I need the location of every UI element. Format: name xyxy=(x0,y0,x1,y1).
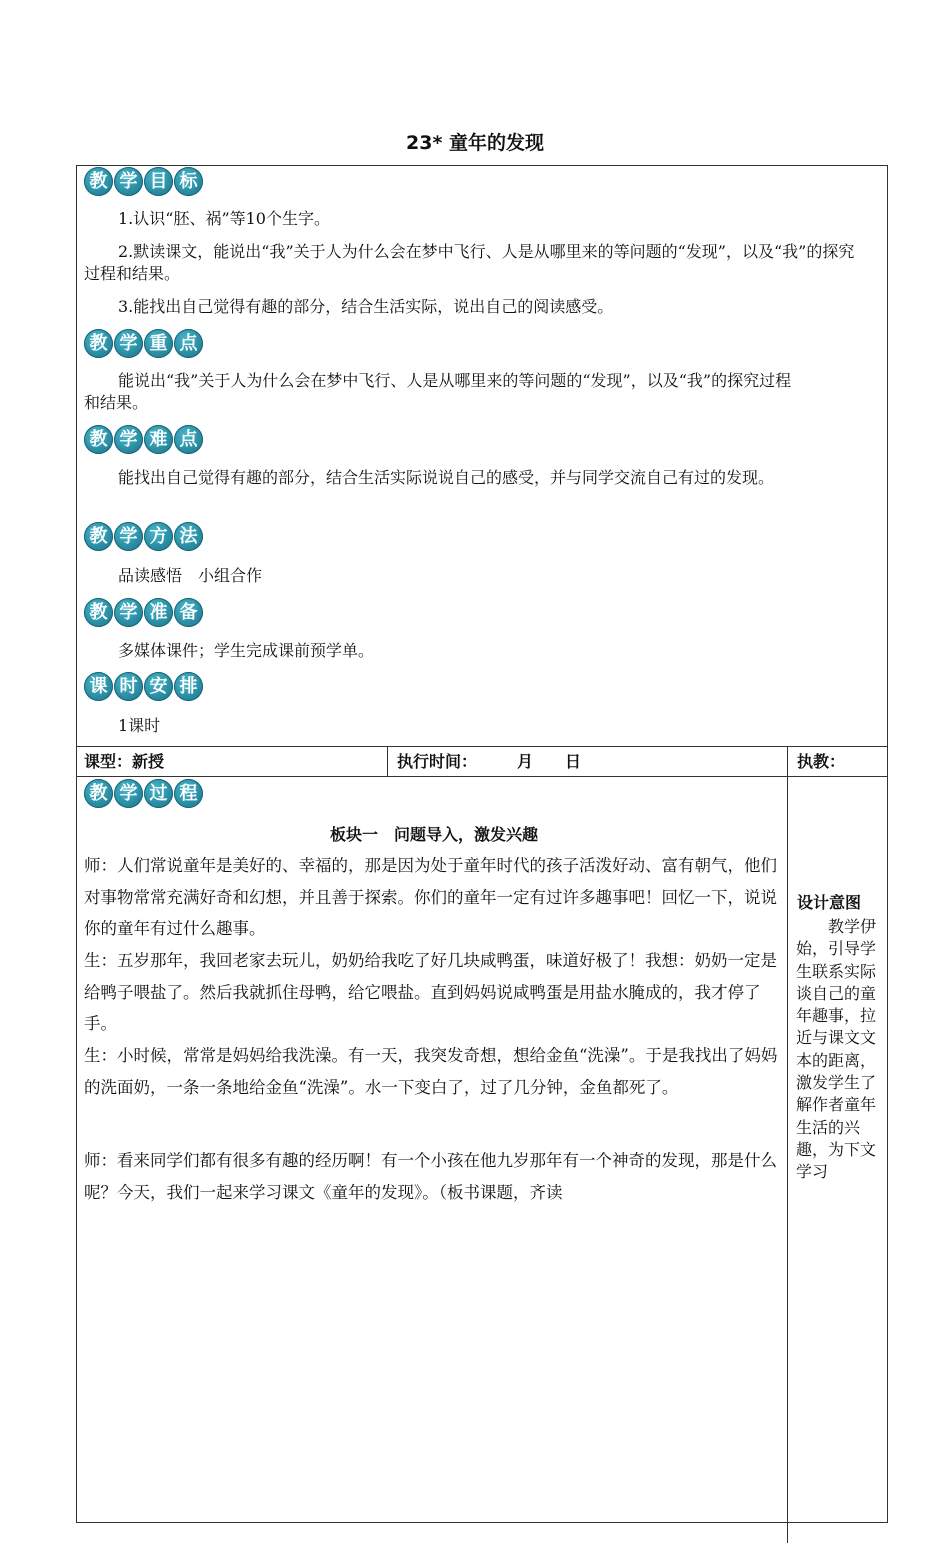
badge-char: 学 xyxy=(114,425,143,454)
badge-char: 方 xyxy=(144,522,173,551)
badge-char: 排 xyxy=(174,672,203,701)
methods-text: 品读感悟 小组合作 xyxy=(118,566,263,585)
badge-char: 备 xyxy=(174,598,203,627)
badge-char: 程 xyxy=(174,779,203,808)
process-paragraph: 生：小时候，常常是妈妈给我洗澡。有一天，我突发奇想，想给金鱼“洗澡”。于是我找出了妈妈的洗面奶，一条一条地给金鱼“洗澡”。水一下变白了，过了几分钟，金鱼都死了。 xyxy=(84,1046,778,1097)
badge-char: 安 xyxy=(144,672,173,701)
objective-item: 1.认识“胚、祸”等10个生字。 xyxy=(118,209,330,228)
badge-char: 教 xyxy=(84,329,113,358)
badge-char: 时 xyxy=(114,672,143,701)
table-divider xyxy=(76,776,888,777)
schedule-badge xyxy=(84,672,203,701)
badge-char: 教 xyxy=(84,522,113,551)
badge-char: 点 xyxy=(174,425,203,454)
badge-char: 法 xyxy=(174,522,203,551)
methods-badge xyxy=(84,522,203,551)
badge-char: 点 xyxy=(174,329,203,358)
table-divider xyxy=(76,746,888,747)
badge-char: 难 xyxy=(144,425,173,454)
badge-char: 教 xyxy=(84,167,113,196)
design-intent-heading: 设计意图 xyxy=(797,893,862,912)
schedule-text: 1课时 xyxy=(118,716,161,735)
badge-char: 过 xyxy=(144,779,173,808)
badge-char: 标 xyxy=(174,167,203,196)
execution-time: 执行时间： 月 日 xyxy=(397,752,582,771)
badge-char: 课 xyxy=(84,672,113,701)
badge-char: 重 xyxy=(144,329,173,358)
badge-char: 教 xyxy=(84,779,113,808)
process-badge xyxy=(84,779,203,808)
column-divider xyxy=(387,746,388,777)
badge-char: 学 xyxy=(114,329,143,358)
objective-item: 3.能找出自己觉得有趣的部分，结合生活实际，说出自己的阅读感受。 xyxy=(118,297,614,316)
page-title: 23* 童年的发现 xyxy=(406,132,544,154)
preparation-text: 多媒体课件；学生完成课前预学单。 xyxy=(118,641,375,660)
badge-char: 准 xyxy=(144,598,173,627)
process-paragraph: 师：人们常说童年是美好的、幸福的，那是因为处于童年时代的孩子活泼好动、富有朝气，他们对事物常常充满好奇和幻想，并且善于探索。你们的童年一定有过许多趣事吧！回忆一下，说说你的童年有过什么趣事。 xyxy=(84,856,777,939)
badge-char: 目 xyxy=(144,167,173,196)
lesson-type: 课型：新授 xyxy=(84,752,165,771)
difficulties-text: 能找出自己觉得有趣的部分，结合生活实际说说自己的感受，并与同学交流自己有过的发现。 xyxy=(118,468,775,487)
objectives-badge xyxy=(84,167,203,196)
process-paragraph: 师：看来同学们都有很多有趣的经历啊！有一个小孩在他九岁那年有一个神奇的发现，那是什么呢？今天，我们一起来学习课文《童年的发现》。（板书课题，齐读 xyxy=(84,1151,777,1202)
block-title: 板块一 问题导入，激发兴趣 xyxy=(329,825,538,844)
badge-char: 教 xyxy=(84,598,113,627)
preparation-badge xyxy=(84,598,203,627)
process-paragraph: 生：五岁那年，我回老家去玩儿，奶奶给我吃了好几块咸鸭蛋，味道好极了！我想：奶奶一定是给鸭子喂盐了。然后我就抓住母鸭，给它喂盐。直到妈妈说咸鸭蛋是用盐水腌成的，我才停了手。 xyxy=(84,951,777,1034)
badge-char: 教 xyxy=(84,425,113,454)
teacher-label: 执教： xyxy=(797,752,846,771)
badge-char: 学 xyxy=(114,167,143,196)
badge-char: 学 xyxy=(114,522,143,551)
column-divider xyxy=(787,746,788,1543)
objective-item: 2.默读课文，能说出“我”关于人为什么会在梦中飞行、人是从哪里来的等问题的“发现”，以及“我”的探究过程和结果。 xyxy=(84,242,855,283)
key-points-badge xyxy=(84,329,203,358)
difficulties-badge xyxy=(84,425,203,454)
badge-char: 学 xyxy=(114,779,143,808)
key-points-text: 能说出“我”关于人为什么会在梦中飞行、人是从哪里来的等问题的“发现”，以及“我”的探究过程和结果。 xyxy=(84,371,792,412)
design-intent-text: 教学伊始，引导学生联系实际谈自己的童年趣事，拉近与课文文本的距离，激发学生了解作者童年生活的兴趣，为下文学习 xyxy=(796,917,877,1182)
badge-char: 学 xyxy=(114,598,143,627)
